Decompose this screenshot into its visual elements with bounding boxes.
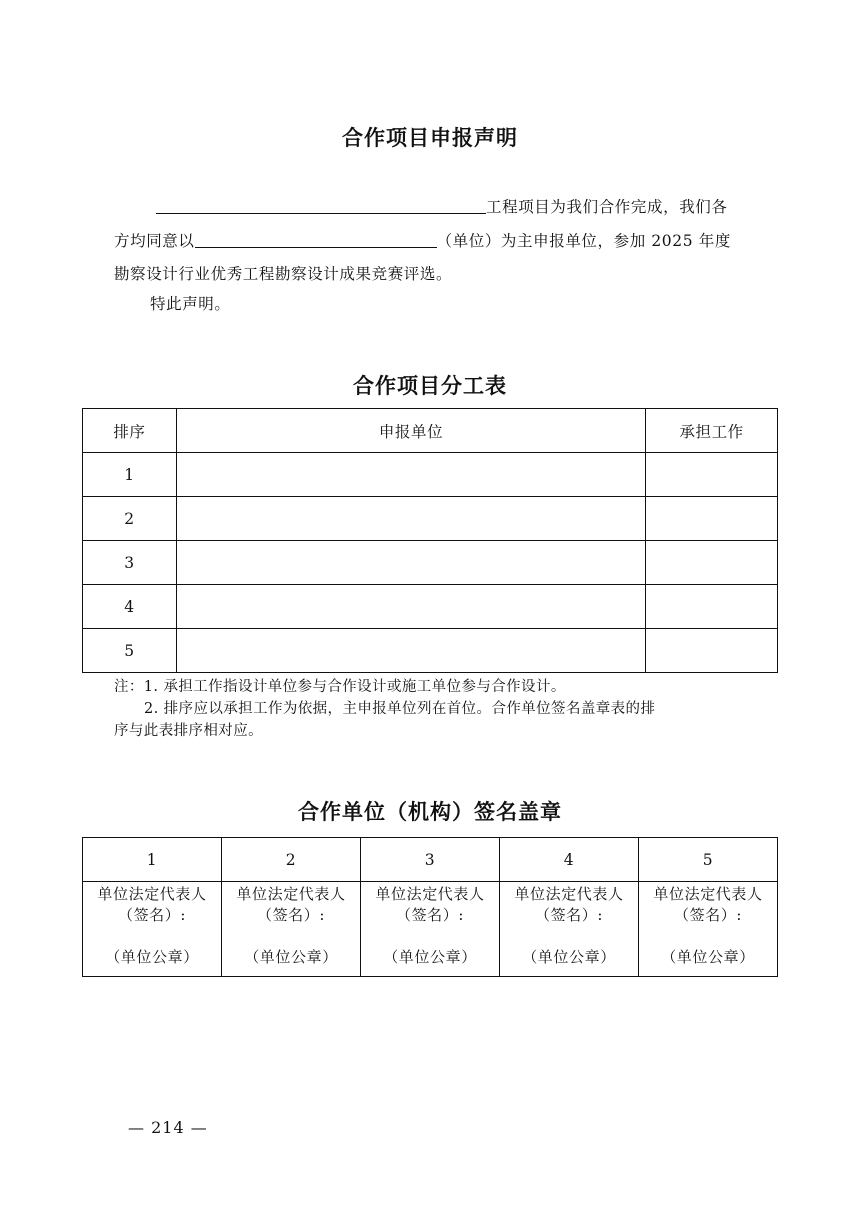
sign-label: （签名）: xyxy=(673,906,743,924)
header-work: 承担工作 xyxy=(646,409,778,453)
sign-label: （签名）: xyxy=(117,906,187,924)
row-order: 1 xyxy=(83,453,177,497)
sign-label: （签名）: xyxy=(256,906,326,924)
table-header-row xyxy=(83,409,778,453)
row-unit-cell[interactable] xyxy=(176,497,645,541)
declaration-line-2-suffix: （单位）为主申报单位，参加 2025 年度 xyxy=(436,232,731,250)
signature-cell[interactable] xyxy=(83,882,222,977)
header-unit: 申报单位 xyxy=(176,409,645,453)
table-row xyxy=(83,629,778,673)
signature-cell[interactable] xyxy=(222,882,361,977)
row-work-cell[interactable] xyxy=(646,585,778,629)
signature-table-title: 合作单位（机构）签名盖章 xyxy=(298,800,562,824)
division-table-title: 合作项目分工表 xyxy=(353,374,507,398)
seal-label: （单位公章） xyxy=(522,948,616,966)
signature-number-row xyxy=(83,838,778,882)
signature-number: 5 xyxy=(639,838,778,882)
legal-rep-label: 单位法定代表人 xyxy=(375,885,485,903)
declaration-line-1-text: 工程项目为我们合作完成，我们各 xyxy=(486,198,728,216)
row-order: 5 xyxy=(83,629,177,673)
seal-label: （单位公章） xyxy=(383,948,477,966)
row-work-cell[interactable] xyxy=(646,453,778,497)
signature-number: 1 xyxy=(83,838,222,882)
seal-label: （单位公章） xyxy=(661,948,755,966)
table-row xyxy=(83,497,778,541)
main-unit-blank[interactable] xyxy=(195,231,437,248)
legal-rep-label: 单位法定代表人 xyxy=(514,885,624,903)
declaration-line-4: 特此声明。 xyxy=(150,295,231,313)
seal-label: （单位公章） xyxy=(244,948,338,966)
row-order: 2 xyxy=(83,497,177,541)
legal-rep-label: 单位法定代表人 xyxy=(236,885,346,903)
declaration-line-1 xyxy=(114,197,754,217)
row-order: 4 xyxy=(83,585,177,629)
sign-label: （签名）: xyxy=(534,906,604,924)
declaration-title: 合作项目申报声明 xyxy=(342,126,518,150)
signature-cell[interactable] xyxy=(639,882,778,977)
row-unit-cell[interactable] xyxy=(176,585,645,629)
note-1: 注：1. 承担工作指设计单位参与合作设计或施工单位参与合作设计。 xyxy=(114,679,566,695)
row-work-cell[interactable] xyxy=(646,629,778,673)
seal-label: （单位公章） xyxy=(105,948,199,966)
row-unit-cell[interactable] xyxy=(176,453,645,497)
division-table xyxy=(82,408,778,673)
declaration-line-2 xyxy=(114,231,754,251)
project-name-blank[interactable] xyxy=(156,197,486,214)
legal-rep-label: 单位法定代表人 xyxy=(97,885,207,903)
declaration-line-2-prefix: 方均同意以 xyxy=(114,232,195,250)
sign-label: （签名）: xyxy=(395,906,465,924)
signature-body-row xyxy=(83,882,778,977)
page-number: — 214 — xyxy=(128,1118,208,1137)
signature-cell[interactable] xyxy=(500,882,639,977)
row-unit-cell[interactable] xyxy=(176,629,645,673)
header-order: 排序 xyxy=(83,409,177,453)
signature-table xyxy=(82,837,778,977)
signature-number: 4 xyxy=(500,838,639,882)
signature-number: 2 xyxy=(222,838,361,882)
row-work-cell[interactable] xyxy=(646,497,778,541)
row-unit-cell[interactable] xyxy=(176,541,645,585)
legal-rep-label: 单位法定代表人 xyxy=(653,885,763,903)
row-order: 3 xyxy=(83,541,177,585)
table-row xyxy=(83,541,778,585)
table-row xyxy=(83,585,778,629)
row-work-cell[interactable] xyxy=(646,541,778,585)
table-row xyxy=(83,453,778,497)
signature-number: 3 xyxy=(361,838,500,882)
note-2-line-1: 2. 排序应以承担工作为依据，主申报单位列在首位。合作单位签名盖章表的排 xyxy=(144,701,656,717)
signature-cell[interactable] xyxy=(361,882,500,977)
declaration-line-3: 勘察设计行业优秀工程勘察设计成果竞赛评选。 xyxy=(114,265,453,283)
note-2-line-2: 序与此表排序相对应。 xyxy=(114,723,263,739)
